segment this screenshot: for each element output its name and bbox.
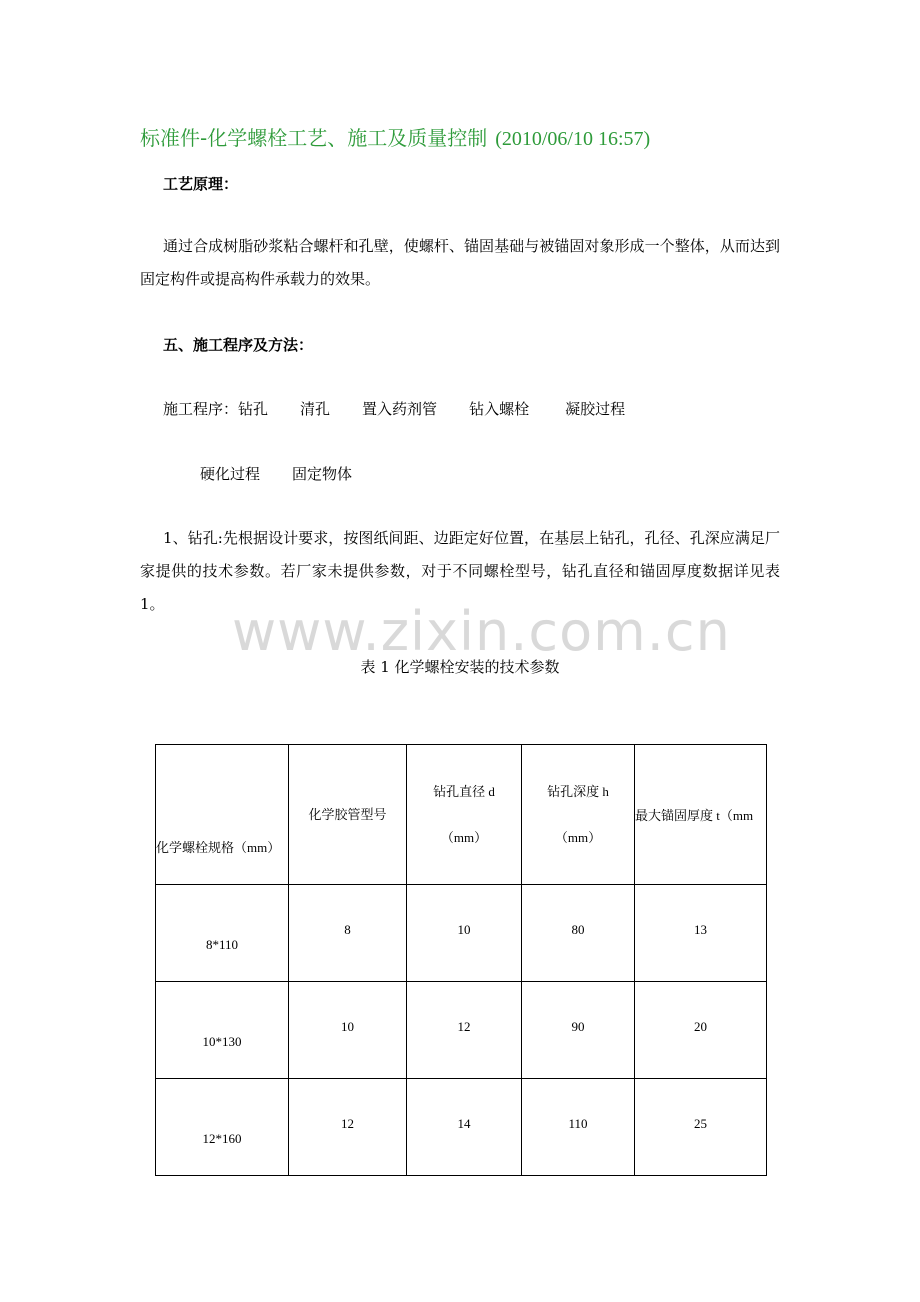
header-depth [522,745,635,885]
watermark: www.zixin.com.cn [232,600,731,663]
cell-diameter: 12 [407,982,522,1079]
header-diameter [407,745,522,885]
step-fix: 固定物体 [292,465,353,483]
principle-text: 通过合成树脂砂浆粘合螺杆和孔壁，使螺杆、锚固基础与被锚固对象形成一个整体，从而达到固定构件或提高构件承载力的效果。 [140,237,780,288]
parameters-table [155,744,767,1176]
step-clean: 清孔 [300,400,331,418]
cell-tube: 10 [289,982,407,1079]
cell-thickness: 25 [635,1079,767,1176]
table-header-row [156,745,767,885]
step-gel: 凝胶过程 [565,400,626,418]
header-diameter-unit: （mm） [440,829,488,845]
cell-depth: 110 [522,1079,635,1176]
cell-thickness: 20 [635,982,767,1079]
table-row [156,885,767,982]
header-depth-unit: （mm） [554,829,602,845]
cell-spec: 10*130 [156,982,289,1079]
drilling-text: 1、钻孔:先根据设计要求，按图纸间距、边距定好位置，在基层上钻孔，孔径、孔深应满足厂家提供的技术参数。若厂家未提供参数，对于不同螺栓型号，钻孔直径和锚固厚度数据详见表 1。 [140,529,780,613]
cell-thickness: 13 [635,885,767,982]
cell-spec: 12*160 [156,1079,289,1176]
principle-heading: 工艺原理： [163,175,239,193]
cell-diameter: 10 [407,885,522,982]
step-drill: 钻孔 [238,400,269,418]
cell-depth: 90 [522,982,635,1079]
title-timestamp: (2010/06/10 16:57) [495,128,651,150]
header-spec: 化学螺栓规格（mm） [156,745,289,885]
header-depth-name: 钻孔深度 h [547,783,609,799]
cell-tube: 8 [289,885,407,982]
table-row [156,982,767,1079]
header-tube: 化学胶管型号 [289,745,407,885]
table-caption: 表 1 化学螺栓安装的技术参数 [360,658,560,676]
header-max-thickness: 最大锚固厚度 t（mm [635,745,767,885]
cell-spec: 8*110 [156,885,289,982]
procedure-steps-line1 [163,393,625,425]
step-drive-bolt: 钻入螺栓 [469,400,530,418]
step-harden: 硬化过程 [200,465,261,483]
title-main: 标准件-化学螺栓工艺、施工及质量控制 [140,126,488,150]
procedure-label: 施工程序： [163,400,239,418]
step-insert-capsule: 置入药剂管 [362,400,438,418]
header-diameter-name: 钻孔直径 d [433,783,495,799]
cell-depth: 80 [522,885,635,982]
table-row [156,1079,767,1176]
procedure-steps-line2 [200,458,352,490]
procedure-heading: 五、施工程序及方法： [163,336,314,354]
cell-diameter: 14 [407,1079,522,1176]
cell-tube: 12 [289,1079,407,1176]
page-title [140,122,650,151]
